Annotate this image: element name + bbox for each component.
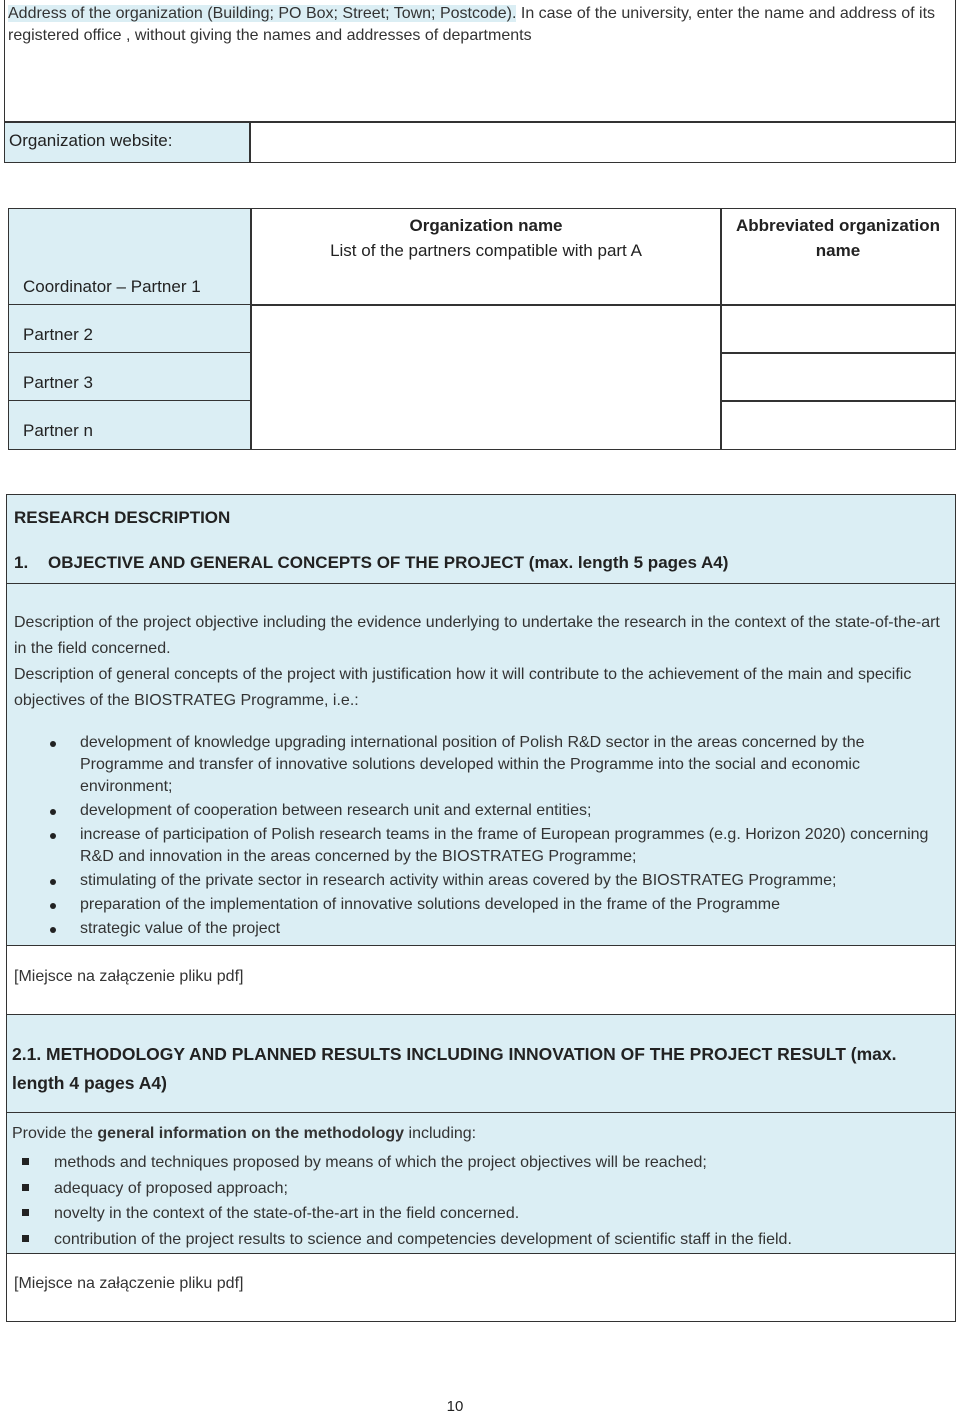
objective-bullet-list xyxy=(14,732,948,942)
list-item xyxy=(12,1150,947,1176)
header-organization-name xyxy=(250,208,722,306)
header-org-name-title: Organization name xyxy=(409,216,563,235)
research-description-title: RESEARCH DESCRIPTION xyxy=(14,508,231,527)
list-item xyxy=(12,1176,947,1202)
methodology-pdf-placeholder: [Miejsce na załączenie pliku pdf] xyxy=(14,1275,244,1292)
list-item-text: adequacy of proposed approach; xyxy=(54,1179,288,1197)
list-item xyxy=(12,1227,947,1253)
header-org-name-subtitle: List of the partners compatible with part A xyxy=(330,241,642,260)
partner-2-abbrev-field[interactable] xyxy=(720,304,956,354)
partner-row-2-label xyxy=(8,304,252,354)
methodology-bullet-list xyxy=(12,1150,947,1252)
list-item-text: contribution of the project results to science and competencies development of scientific staff in the field. xyxy=(54,1230,792,1248)
list-item-text: development of cooperation between research unit and external entities; xyxy=(80,802,592,819)
objective-para-2: Description of general concepts of the project with justification how it will contribute to the achievement of the main and specific objectives of the BIOSTRATEG Programme, i.e.: xyxy=(14,666,912,709)
intro-bold: general information on the methodology xyxy=(97,1125,405,1142)
section-divider xyxy=(6,1112,956,1113)
list-item xyxy=(14,732,948,798)
address-label-part1: Address of the organization (Building; PO Box; Street; Town; Postcode). xyxy=(8,5,517,22)
section-divider xyxy=(6,583,956,584)
list-item-text: strategic value of the project xyxy=(80,920,281,937)
partner-row-3-label xyxy=(8,352,252,402)
partner-n-abbrev-field[interactable] xyxy=(720,400,956,450)
header-abbreviated-name: Abbreviated organization name xyxy=(720,208,956,306)
bullet-dot-icon xyxy=(50,879,56,885)
bullet-square-icon xyxy=(22,1184,29,1191)
list-item xyxy=(14,800,948,822)
bullet-dot-icon xyxy=(50,833,56,839)
address-label xyxy=(8,3,948,47)
partner-3-abbrev-field[interactable] xyxy=(720,352,956,402)
bullet-square-icon xyxy=(22,1158,29,1165)
section-number: 1. xyxy=(14,553,29,572)
organization-names-field[interactable] xyxy=(250,304,722,450)
website-label: Organization website: xyxy=(4,122,251,163)
intro-suffix: including: xyxy=(404,1125,477,1142)
objective-pdf-placeholder: [Miejsce na załączenie pliku pdf] xyxy=(14,968,244,985)
website-field[interactable] xyxy=(249,122,956,163)
list-item-text: preparation of the implementation of innovative solutions developed in the frame of the Programme xyxy=(80,896,780,913)
objective-description xyxy=(14,610,948,714)
methodology-title: 2.1. METHODOLOGY AND PLANNED RESULTS INCLUDING INNOVATION OF THE PROJECT RESULT (max. length 4 pages A4) xyxy=(12,1044,897,1093)
list-item xyxy=(14,918,948,940)
partner-label-text: Coordinator – Partner 1 xyxy=(23,277,201,296)
partner-row-coordinator-label xyxy=(8,208,252,306)
list-item-text: stimulating of the private sector in research activity within areas covered by the BIOSTRATEG Programme; xyxy=(80,872,837,889)
address-label-part2: In case of the university, enter the name and address of its registered office , without giving the names and addresses of departments xyxy=(8,5,936,44)
objective-section-title xyxy=(14,553,728,573)
bullet-dot-icon xyxy=(50,741,56,747)
bullet-square-icon xyxy=(22,1235,29,1242)
list-item xyxy=(14,870,948,892)
list-item-text: development of knowledge upgrading international position of Polish R&D sector in the areas concerned by the Programme and transfer of innovative solutions developed within the Programme into the social and economic environment; xyxy=(80,734,865,795)
partner-label-text: Partner 2 xyxy=(23,325,93,344)
partner-label-text: Partner 3 xyxy=(23,373,93,392)
intro-prefix: Provide the xyxy=(12,1125,98,1142)
page-number: 10 xyxy=(446,1398,464,1415)
bullet-square-icon xyxy=(22,1209,29,1216)
bullet-dot-icon xyxy=(50,903,56,909)
list-item xyxy=(14,824,948,868)
list-item xyxy=(12,1201,947,1227)
list-item-text: increase of participation of Polish research teams in the frame of European programmes (e.g. Horizon 2020) concerning R&D and innovation in the areas concerned by the BIOSTRATEG Programme; xyxy=(80,826,929,865)
list-item-text: methods and techniques proposed by means of which the project objectives will be reached; xyxy=(54,1154,707,1171)
bullet-dot-icon xyxy=(50,809,56,815)
list-item xyxy=(14,894,948,916)
list-item-text: novelty in the context of the state-of-the-art in the field concerned. xyxy=(54,1205,520,1223)
methodology-intro xyxy=(12,1125,476,1143)
objective-para-1: Description of the project objective including the evidence underlying to undertake the research in the context of the state-of-the-art in the field concerned. xyxy=(14,614,940,657)
partner-row-n-label xyxy=(8,400,252,450)
bullet-dot-icon xyxy=(50,927,56,933)
partner-label-text: Partner n xyxy=(23,421,93,440)
section-title-text: OBJECTIVE AND GENERAL CONCEPTS OF THE PROJECT (max. length 5 pages A4) xyxy=(48,553,729,572)
